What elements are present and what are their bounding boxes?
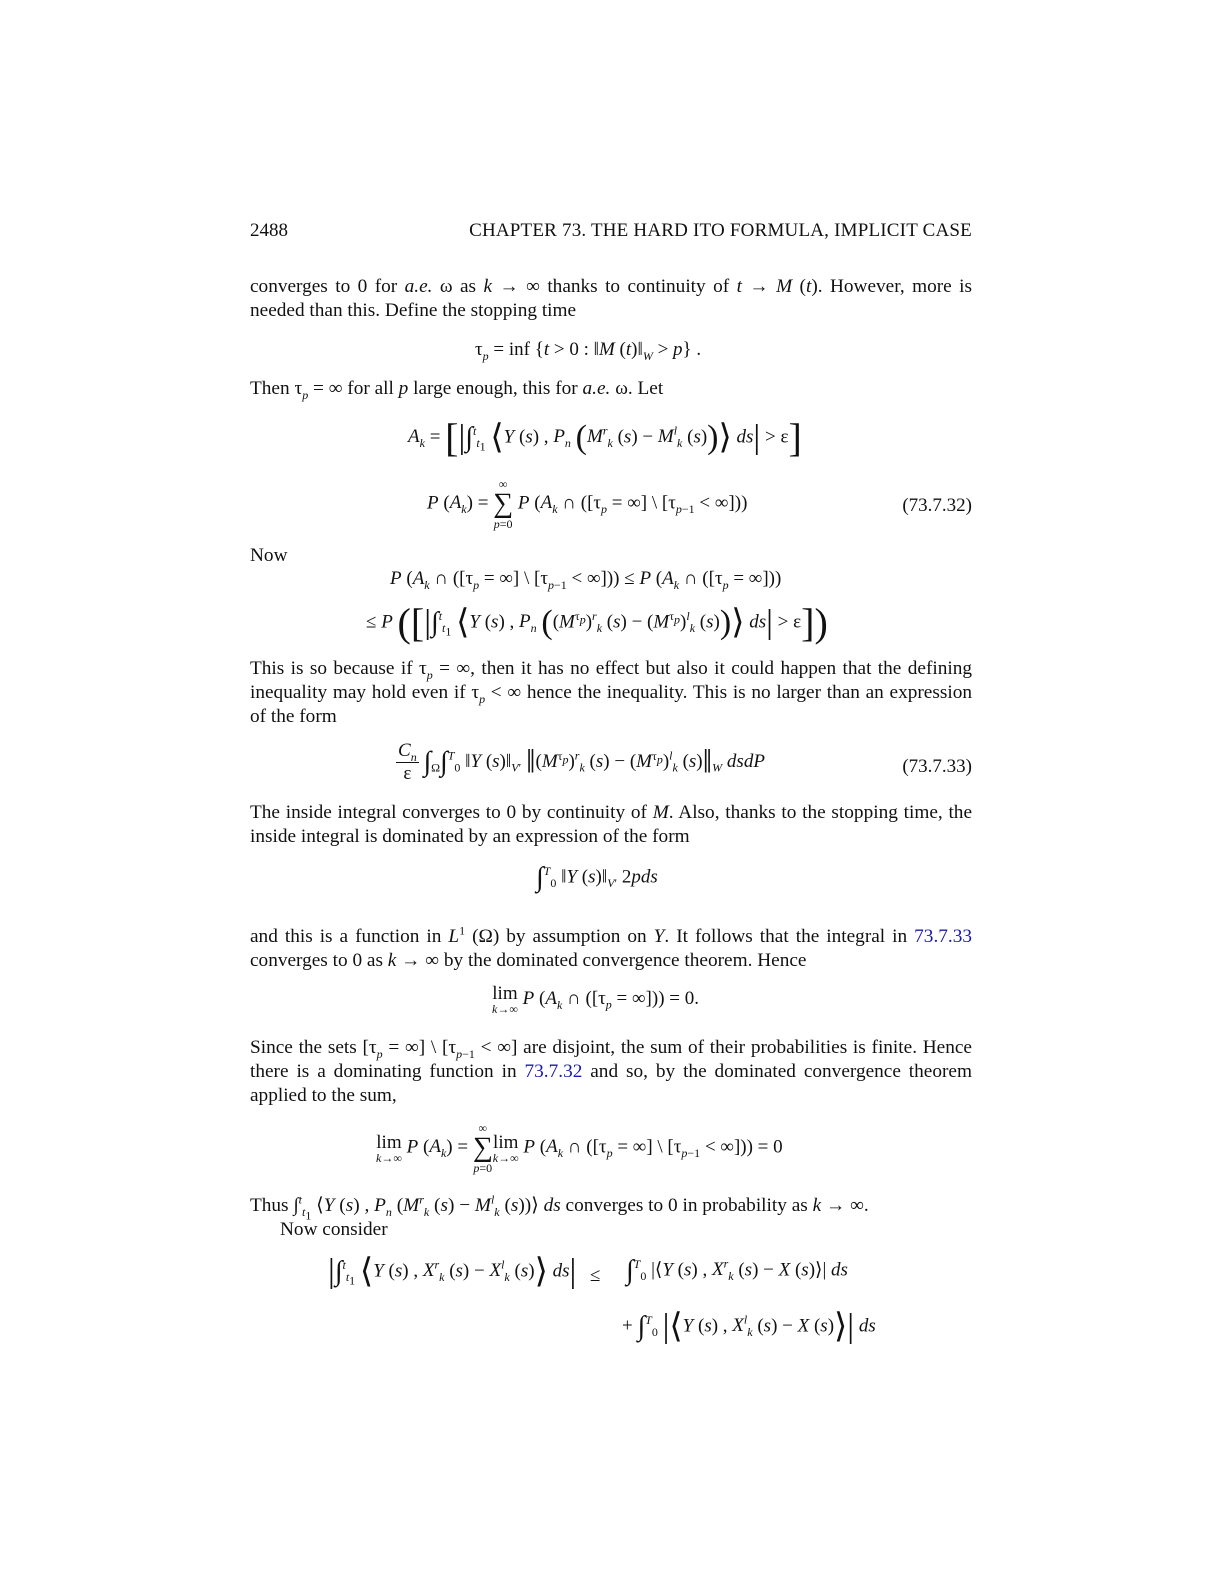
equation-A-k: $A_k = [|\int^t_{t_1}$ ⟨Y (s) , $P_n$ ($M^r_k$ $(s) - M^l_k$ (s))⟩ ds| > ε]: [408, 415, 802, 460]
equation-expression: $\frac{C_n}{\varepsilon}$ $\int_\Omega\int^T_0$ ‖Y $(s)‖_{V'}$ $‖(M^{\tau_p})^r_k$ $(s) - (M^{\tau_p})^l_k$ $(s)‖_W$ dsdP: [398, 740, 765, 784]
equation-dominating: ∫$^T_0$ ‖Y $(s)‖_{V'}$ 2pds: [536, 862, 658, 893]
equation-consider-lhs: |∫$^t_{t_1}$ ⟨Y (s) , $X^r_k$ $(s) - X^l_k$ (s)⟩ ds|: [328, 1253, 577, 1290]
equation-stopping-time: $\tau_p$ = inf {t > 0 : ‖M $(t)‖_W > p$} .: [475, 339, 702, 363]
paragraph-5: and this is a function in $L^1$ (Ω) by assumption on Y. It follows that the integral in 73.7.33 converges to 0 as k → ∞ by the dominated convergence theorem. Hence: [250, 923, 972, 971]
equation-P-A-k: P $(A_k)$ = ∞ ∑ p=0 P ($A_k$ ∩ ([$\tau_p$ = ∞] \ [$\tau_{p-1}$ < ∞])): [427, 477, 748, 531]
equation-consider-rhs-2: + ∫$^T_0$ |⟨Y (s) , $X^l_k$ (s) − X (s)⟩| ds: [622, 1308, 876, 1345]
page-number: 2488: [250, 220, 288, 241]
equation-limit: lim k→∞ P ($A_k$ ∩ ([$\tau_p$ = ∞])) = 0.: [492, 983, 699, 1016]
paragraph-4: The inside integral converges to 0 by continuity of M. Also, thanks to the stopping time, the inside integral is dominated by an expression of the form: [250, 802, 973, 847]
link-eq-73-7-32[interactable]: 73.7.32: [524, 1061, 583, 1082]
equation-number-32: (73.7.32): [902, 495, 972, 516]
chapter-title: CHAPTER 73. THE HARD ITO FORMULA, IMPLICIT CASE: [469, 220, 972, 241]
equation-bound-1: P ($A_k$ ∩ ([$\tau_p$ = ∞] \ [$\tau_{p-1}$ < ∞])) ≤ P ($A_k$ ∩ ([$\tau_p$ = ∞])): [390, 568, 782, 592]
equation-bound-2: ≤ P ([|∫$^t_{t_1}$ ⟨Y (s) , $P_n$ ($(M^{\tau_p})^r_k$ $(s) - (M^{\tau_p})^l_k$ (s))⟩ ds| > ε]): [366, 600, 828, 645]
paragraph-1: converges to 0 for a.e. ω as k → ∞ thanks to continuity of t → M (t). However, more is needed than this. Define the stopping time: [250, 276, 973, 321]
paragraph-2: Then $\tau_p$ = ∞ for all p large enough, this for a.e. ω. Let: [250, 378, 664, 402]
equation-sum-limit: lim k→∞ P $(A_k)$ = ∞ ∑ p=0 lim k→∞ P ($A_k$ ∩ ([$\tau_p$ = ∞] \ [$\tau_{p-1}$ < ∞])) = 0: [376, 1121, 783, 1175]
equation-consider-leq: ≤: [590, 1265, 601, 1286]
link-eq-73-7-33[interactable]: 73.7.33: [914, 926, 972, 947]
paragraph-7: Thus ∫$^t_{t_1}$ ⟨Y (s) , $P_n$ ($M^r_k$ $(s) - M^l_k$ (s))⟩ ds converges to 0 in probability as k → ∞.: [250, 1192, 869, 1223]
equation-number-33: (73.7.33): [902, 756, 972, 777]
equation-consider-rhs-1: ∫$^T_0$ |⟨Y (s) , $X^r_k$ (s) − X (s)⟩| ds: [626, 1255, 848, 1286]
paragraph-3: This is so because if $\tau_p$ = ∞, then it has no effect but also it could happen that the defining inequality may hold even if $\tau_p$ < ∞ hence the inequality. This is no larger than an expression of the form: [250, 658, 972, 727]
paragraph-8: Now consider: [280, 1219, 388, 1240]
now-label: Now: [250, 545, 288, 566]
paragraph-6: Since the sets [$\tau_p$ = ∞] \ [$\tau_{p-1}$ < ∞] are disjoint, the sum of their probabilities is finite. Hence there is a dominating function in 73.7.32 and so, by the dominated convergence theorem applied to the sum,: [250, 1037, 972, 1106]
